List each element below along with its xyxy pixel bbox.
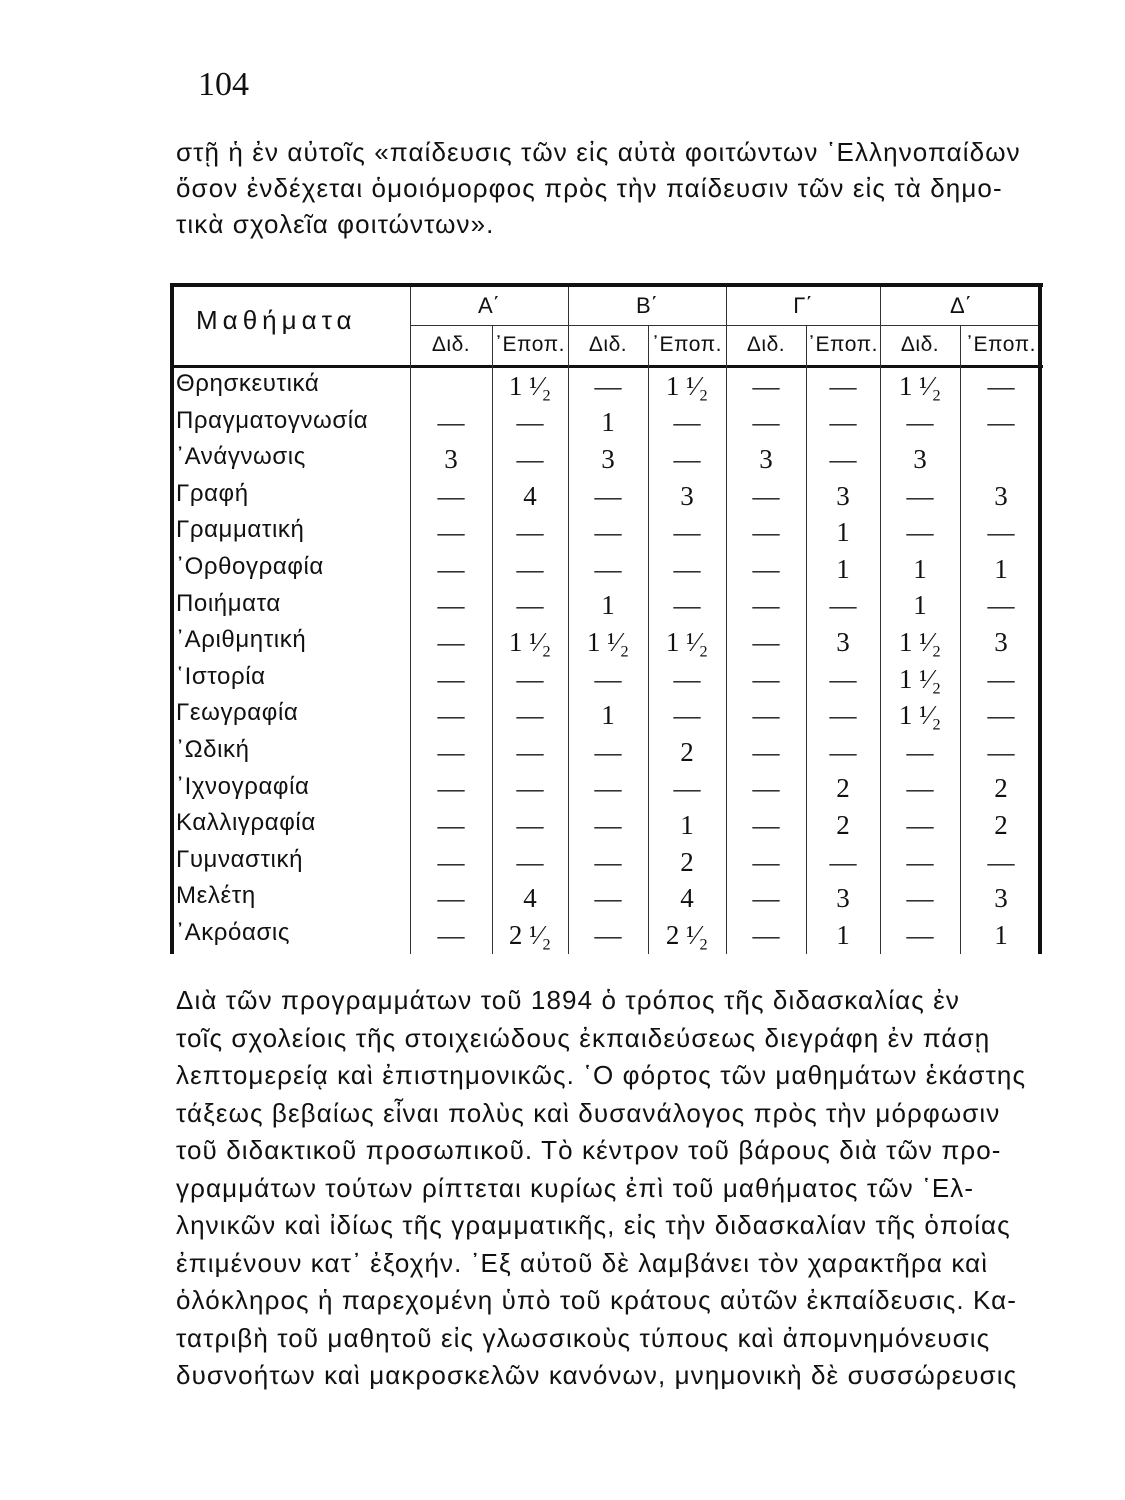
page-number: 104 [198, 66, 249, 103]
table-cell: — [752, 590, 780, 621]
subject-label: ᾿Ακρόασις [176, 919, 290, 946]
table-top-rule [170, 283, 1043, 287]
table-cell: 3 [994, 480, 1008, 511]
table-cell: — [437, 736, 465, 767]
table-cell: — [437, 773, 465, 804]
subject-label: ᾿Ανάγνωσις [176, 443, 306, 471]
text-line: ἐπιμένουν κατ᾿ ἐξοχήν. ᾿Εξ αὐτοῦ δὲ λαμβάνει τὸν χαρακτῆρα καὶ [176, 1247, 989, 1278]
table-cell: 1 [601, 407, 615, 438]
column-header: ᾿Εποπ. [652, 333, 722, 356]
text-line: δυσνοήτων καὶ μακροσκελῶν κανόνων, μνημονικὴ δὲ συσσώρευσις [176, 1360, 1018, 1390]
text-line: ὅσον ἐνδέχεται ὁμοιόμορφος πρὸς τὴν παίδευσιν τῶν εἰς τὰ δημο- [176, 173, 1003, 203]
table-cell: 1 ¹⁄₂ [665, 370, 709, 401]
table-cell: — [906, 809, 934, 840]
table-cell: — [516, 517, 544, 548]
table-cell: 1 ¹⁄₂ [898, 626, 942, 657]
table-cell: — [437, 517, 465, 548]
subject-label: Γεωγραφία [176, 699, 299, 727]
table-cell: — [437, 883, 465, 914]
table-cell: — [987, 407, 1015, 438]
table-cell: 3 [994, 626, 1008, 657]
table-cell: — [437, 626, 465, 657]
table-cell: 3 [601, 443, 615, 474]
column-header: ᾿Εποπ. [966, 333, 1036, 356]
text-line: τατριβὴ τοῦ μαθητοῦ εἰς γλωσσικοὺς τύπους καὶ ἀπομνημόνευσις [176, 1322, 991, 1353]
table-cell: 2 [680, 846, 694, 877]
table-cell: — [673, 773, 701, 804]
column-header: Διδ. [900, 333, 940, 356]
table-cell: — [516, 736, 544, 767]
table-cell: — [752, 773, 780, 804]
table-cell: — [987, 700, 1015, 731]
text-line: τοῦ διδακτικοῦ προσωπικοῦ. Τὸ κέντρον τοῦ βάρους διὰ τῶν προ- [176, 1135, 1002, 1165]
table-cell: — [437, 553, 465, 584]
table-cell: — [752, 883, 780, 914]
table-cell: — [594, 736, 622, 767]
table-cell: — [752, 736, 780, 767]
text-line: ὁλόκληρος ἡ παρεχομένη ὑπὸ τοῦ κράτους αὐτῶν ἐκπαίδευσις. Κα- [176, 1285, 1018, 1315]
table-cell: — [829, 407, 857, 438]
table-cell: 1 ¹⁄₂ [508, 370, 552, 401]
table-cell: 1 ¹⁄₂ [898, 663, 942, 694]
table-cell: 3 [680, 480, 694, 511]
table-cell: 1 ¹⁄₂ [665, 626, 709, 657]
table-cell: 1 [601, 590, 615, 621]
column-header: ᾿Εποπ. [808, 333, 878, 356]
table-cell: 1 [836, 553, 850, 584]
grade-header: Α΄ [478, 293, 500, 318]
table-cell: 1 ¹⁄₂ [508, 626, 552, 657]
table-cell: — [829, 663, 857, 694]
table-cell: 2 [836, 809, 850, 840]
table-cell: — [906, 736, 934, 767]
table-cell: 1 [680, 809, 694, 840]
table-cell: — [752, 809, 780, 840]
curriculum-table [170, 283, 1043, 950]
table-cell: — [829, 846, 857, 877]
text-line: λεπτομερείᾳ καὶ ἐπιστημονικῶς. ῾Ο φόρτος τῶν μαθημάτων ἑκάστης [176, 1060, 1027, 1090]
table-cell: 3 [913, 443, 927, 474]
table-cell: 2 [994, 773, 1008, 804]
table-cell: 1 ¹⁄₂ [898, 370, 942, 401]
subject-label: Γραφή [176, 479, 249, 507]
table-cell: — [752, 370, 780, 401]
text-line: τικὰ σχολεῖα φοιτώντων». [176, 209, 495, 239]
table-cell: — [829, 700, 857, 731]
table-cell: — [516, 700, 544, 731]
table-cell: 1 [994, 919, 1008, 950]
table-cell: — [987, 370, 1015, 401]
subject-label: ῾Ιστορία [176, 662, 266, 690]
subject-label: Ποιήματα [176, 589, 281, 617]
table-cell: 2 ¹⁄₂ [665, 919, 709, 950]
table-cell: — [906, 517, 934, 548]
table-cell: — [516, 443, 544, 474]
table-cell: — [829, 443, 857, 474]
table-cell: — [906, 407, 934, 438]
table-cell: — [516, 553, 544, 584]
table-cell: — [516, 773, 544, 804]
table-cell: — [516, 809, 544, 840]
table-cell: — [673, 590, 701, 621]
table-cell: 1 [836, 517, 850, 548]
table-cell: 4 [523, 883, 537, 914]
table-cell: — [437, 846, 465, 877]
column-header: Διδ. [588, 333, 628, 356]
subject-label: Γυμναστική [176, 845, 304, 873]
table-cell: — [673, 553, 701, 584]
text-line: τάξεως βεβαίως εἶναι πολὺς καὶ δυσανάλογος πρὸς τὴν μόρφωσιν [176, 1097, 1001, 1128]
table-cell: — [987, 590, 1015, 621]
table-cell: — [437, 663, 465, 694]
table-cell: — [673, 663, 701, 694]
table-cell: — [987, 517, 1015, 548]
table-cell: — [516, 407, 544, 438]
table-cell: 3 [836, 626, 850, 657]
table-cell: — [752, 846, 780, 877]
table-cell: — [594, 883, 622, 914]
table-cell: — [752, 919, 780, 950]
table-cell: — [594, 553, 622, 584]
table-cell: 4 [523, 480, 537, 511]
table-cell: — [987, 736, 1015, 767]
table-cell: — [906, 773, 934, 804]
table-cell: — [673, 407, 701, 438]
column-header: Διδ. [746, 333, 786, 356]
table-cell: — [516, 590, 544, 621]
table-cell: — [987, 663, 1015, 694]
table-cell: — [516, 846, 544, 877]
table-cell: — [594, 480, 622, 511]
table-cell: — [987, 846, 1015, 877]
table-cell: — [829, 370, 857, 401]
intro-paragraph [176, 134, 1044, 242]
table-cell: 3 [759, 443, 773, 474]
table-cell: 1 [913, 590, 927, 621]
table-cell: — [752, 700, 780, 731]
table-cell: — [752, 663, 780, 694]
table-cell: 1 [601, 700, 615, 731]
table-cell: — [516, 663, 544, 694]
subject-label: Πραγματογνωσία [176, 406, 369, 434]
table-cell: — [752, 517, 780, 548]
table-cell: — [437, 407, 465, 438]
text-line: στῇ ἡ ἐν αὐτοῖς «παίδευσις τῶν εἰς αὐτὰ φοιτώντων ῾Ελληνοπαίδων [176, 137, 1021, 167]
table-cell: — [594, 663, 622, 694]
table-cell: 3 [836, 883, 850, 914]
subjects-header: Μαθήματα [196, 305, 357, 335]
subject-label: ᾿Ορθογραφία [176, 553, 324, 580]
table-cell: — [906, 480, 934, 511]
table-cell [960, 441, 1042, 478]
table-cell: — [594, 809, 622, 840]
text-line: τοῖς σχολείοις τῆς στοιχειώδους ἐκπαιδεύσεως διεγράφη ἐν πάσῃ [176, 1022, 991, 1053]
table-cell: — [594, 773, 622, 804]
table-cell: — [437, 809, 465, 840]
table-cell: 2 ¹⁄₂ [508, 919, 552, 950]
subject-label: Καλλιγραφία [176, 809, 316, 837]
table-cell: 3 [994, 883, 1008, 914]
grade-header: Δ΄ [949, 293, 973, 318]
table-cell: — [752, 553, 780, 584]
table-cell: 4 [680, 883, 694, 914]
table-cell: — [906, 883, 934, 914]
body-paragraph [176, 982, 1044, 1395]
table-cell: — [752, 407, 780, 438]
table-cell: 1 ¹⁄₂ [898, 700, 942, 731]
table-cell: — [437, 919, 465, 950]
table-cell: — [437, 590, 465, 621]
table-cell: — [829, 736, 857, 767]
table-cell: — [594, 846, 622, 877]
table-cell: — [594, 919, 622, 950]
table-cell: — [829, 590, 857, 621]
text-line: ληνικῶν καὶ ἰδίως τῆς γραμματικῆς, εἰς τὴν διδασκαλίαν τῆς ὁποίας [176, 1210, 1011, 1240]
table-cell: — [673, 517, 701, 548]
table-cell: 3 [444, 443, 458, 474]
text-line: Διὰ τῶν προγραμμάτων τοῦ 1894 ὁ τρόπος τῆς διδασκαλίας ἐν [176, 985, 960, 1015]
subject-label: ᾿Ιχνογραφία [176, 772, 310, 800]
column-header: Διδ. [431, 333, 471, 356]
table-cell: 1 [913, 553, 927, 584]
table-cell: — [906, 919, 934, 950]
table-cell: — [906, 846, 934, 877]
table-cell: — [673, 443, 701, 474]
table-cell: 2 [680, 736, 694, 767]
table-cell: — [594, 517, 622, 548]
table-cell: 2 [836, 773, 850, 804]
text-line: γραμμάτων τούτων ρίπτεται κυρίως ἐπὶ τοῦ μαθήματος τῶν ῾Ελ- [176, 1172, 975, 1203]
table-cell: 3 [836, 480, 850, 511]
table-cell: 1 ¹⁄₂ [586, 626, 630, 657]
table-cell: — [752, 480, 780, 511]
table-cell [410, 368, 492, 405]
subject-label: ᾿Ωδική [176, 736, 250, 763]
subject-label: Θρησκευτικά [176, 370, 320, 397]
subject-label: Μελέτη [176, 882, 256, 910]
grade-header: Γ΄ [793, 293, 813, 318]
subject-label: ᾿Αριθμητική [176, 626, 307, 654]
table-cell: 1 [994, 553, 1008, 584]
table-cell: 2 [994, 809, 1008, 840]
grade-header: Β΄ [636, 293, 658, 318]
table-left-edge [170, 287, 174, 954]
table-cell: — [752, 626, 780, 657]
table-cell: — [673, 700, 701, 731]
table-cell: 1 [836, 919, 850, 950]
table-cell: — [594, 370, 622, 401]
table-cell: — [437, 480, 465, 511]
subject-label: Γραμματική [176, 516, 305, 544]
column-header: ᾿Εποπ. [495, 333, 565, 356]
table-cell: — [437, 700, 465, 731]
